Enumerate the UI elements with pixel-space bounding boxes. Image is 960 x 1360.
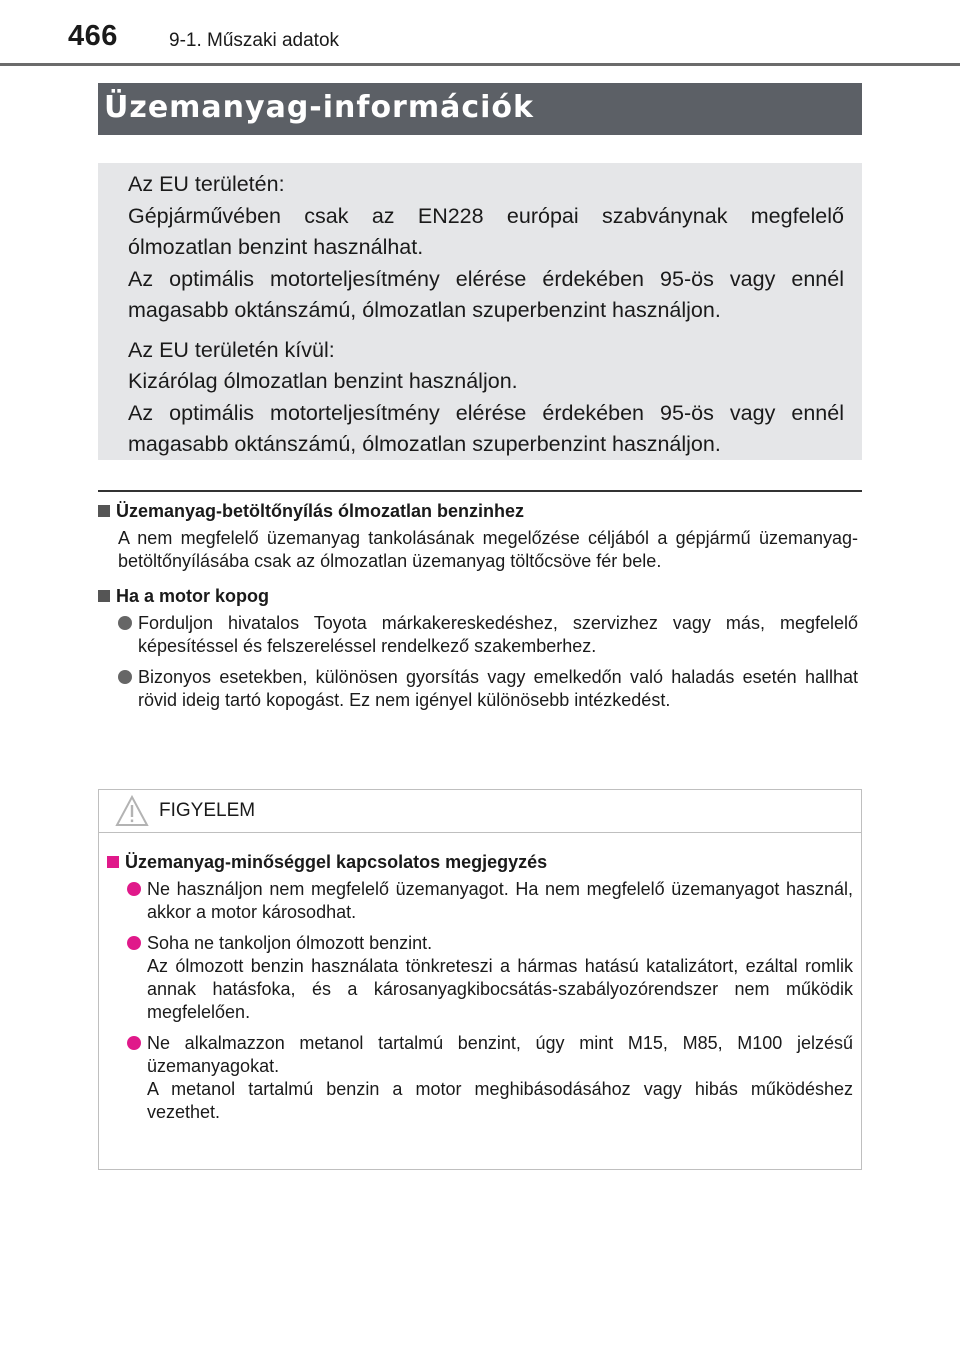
list-item-text: Bizonyos esetekben, különösen gyorsítás vagy emelkedőn való haladás esetén hallhat rövid ideig tartó kopogást. Ez nem igényel különösebb intézkedést. [138,667,858,710]
warning-header [99,790,861,833]
eu-group [128,169,844,327]
warning-label: FIGYELEM [159,800,256,821]
list-item-text [147,1032,853,1124]
non-eu-group [128,335,844,461]
list-item [118,666,858,712]
square-bullet-icon [98,505,110,517]
list-item [127,878,853,924]
non-eu-line: Kizárólag ólmozatlan benzint használjon. [128,369,518,393]
round-bullet-icon [127,936,141,950]
warning-box [98,789,862,1170]
chapter-title: 9-1. Műszaki adatok [169,30,340,51]
square-bullet-icon [98,590,110,602]
round-bullet-icon [118,616,132,630]
section-heading [98,500,858,523]
heading-text: Üzemanyag-betöltőnyílás ólmozatlan benzinhez [116,501,525,521]
section-paragraph: A nem megfelelő üzemanyag tankolásának megelőzése céljából a gépjármű üzemanyag-betöltőnyílásába csak az ólmozatlan üzemanyag töltőcsöve fér bele. [118,528,858,571]
eu-line: Gépjárművében csak az EN228 európai szabványnak megfelelő ólmozatlan benzint használhat. [128,203,844,259]
section-title: Üzemanyag-információk [98,83,862,135]
list-item-line: Soha ne tankoljon ólmozott benzint. [147,933,433,953]
warning-heading [107,851,853,874]
heading-text: Üzemanyag-minőséggel kapcsolatos megjegyzés [125,852,548,872]
list-item-text [147,932,853,1024]
eu-line: Az optimális motorteljesítmény elérése érdekében 95-ös vagy ennél magasabb oktánszámú, ólmozatlan szuperbenzint használjon. [128,266,844,322]
list-item-text [147,878,853,924]
section-heading [98,585,858,608]
list-item [118,612,858,658]
list-item [127,932,853,1024]
list-item-text: Forduljon hivatalos Toyota márkakereskedéshez, szervizhez vagy más, megfelelő képesítéssel és felszereléssel rendelkező szakemberhez. [138,613,858,656]
list-item-line: A metanol tartalmú benzin a motor meghibásodásához vagy hibás működéshez vezethet. [147,1079,853,1122]
section-divider [98,490,862,492]
warning-triangle-icon [115,795,149,827]
list-item-line: Az ólmozott benzin használata tönkreteszi a hármas hatású katalizátort, ezáltal romlik annak hatásfoka, és a károsanyagkibocsátás-szabályozórendszer nem működik megfelelően. [147,956,853,1022]
round-bullet-icon [118,670,132,684]
eu-heading: Az EU területén: [128,172,285,196]
page-number: 466 [68,20,118,52]
list-item [127,1032,853,1124]
header-rule [0,63,960,66]
non-eu-heading: Az EU területén kívül: [128,337,335,362]
warning-body [99,833,861,1124]
main-content [98,500,858,712]
fuel-info-box [98,163,862,460]
round-bullet-icon [127,1036,141,1050]
heading-text: Ha a motor kopog [116,586,270,606]
round-bullet-icon [127,882,141,896]
non-eu-line: Az optimális motorteljesítmény elérése érdekében 95-ös vagy ennél magasabb oktánszámú, ólmozatlan szuperbenzint használjon. [128,400,844,456]
square-bullet-icon [107,856,119,868]
list-item-line: Ne használjon nem megfelelő üzemanyagot. Ha nem megfelelő üzemanyagot használ, akkor a motor károsodhat. [147,879,853,922]
list-item-line: Ne alkalmazzon metanol tartalmú benzint, úgy mint M15, M85, M100 jelzésű üzemanyagokat. [147,1033,853,1076]
